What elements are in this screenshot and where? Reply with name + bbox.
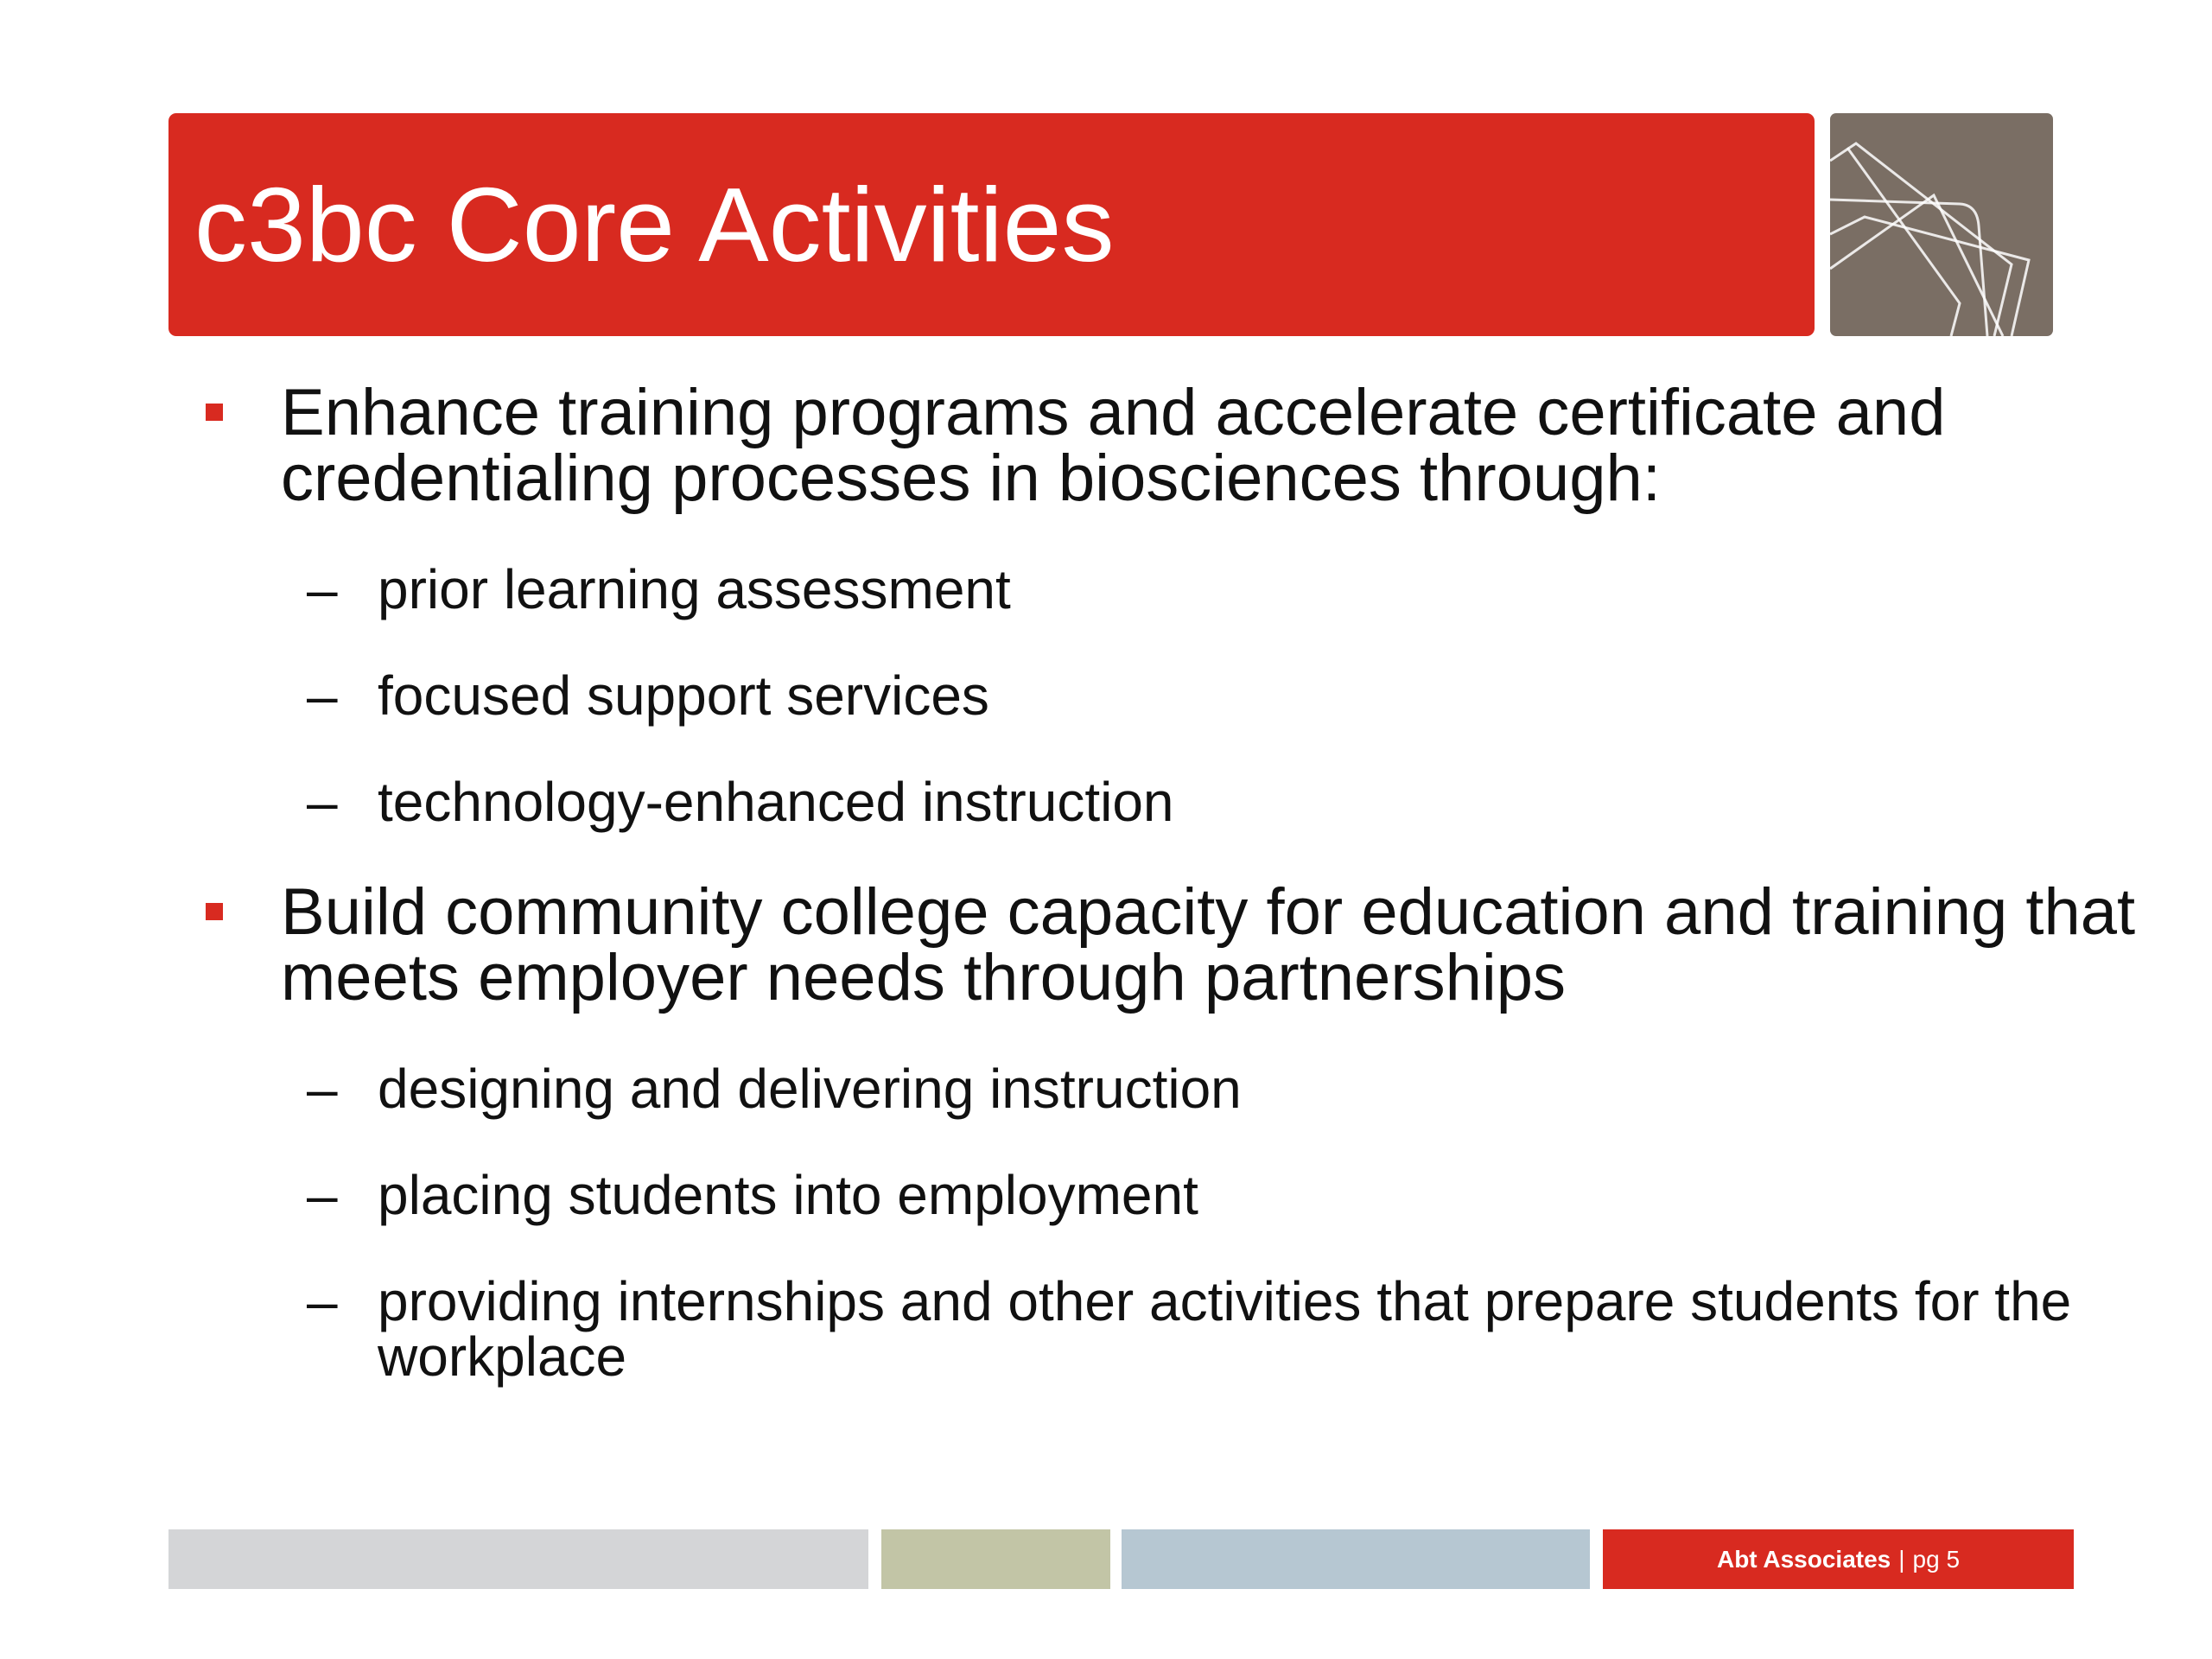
bullet-text-1: Enhance training programs and accelerate certificate and credentialing processes in biosciences through:	[281, 376, 1946, 515]
footer-strip-red	[1603, 1529, 2074, 1589]
page-number: pg 5	[1912, 1545, 1961, 1573]
footer-strip-blue	[1122, 1529, 1590, 1589]
sub-bullet-text: technology-enhanced instruction	[378, 771, 1174, 833]
footer-brand: Abt Associates	[1716, 1545, 1891, 1573]
dash-bullet: –	[307, 1270, 338, 1332]
dash-bullet: –	[307, 1164, 338, 1226]
footer-separator: |	[1898, 1545, 1905, 1573]
sub-bullet-text: focused support services	[378, 664, 989, 727]
bullet-text-2: Build community college capacity for education and training that meets employer needs through partnerships	[281, 875, 2136, 1014]
footer-label	[1603, 1529, 2074, 1589]
footer-strip-olive	[881, 1529, 1110, 1589]
slide-title: c3bc Core Activities	[194, 166, 1115, 283]
dash-bullet: –	[307, 558, 338, 620]
sub-bullet-text: prior learning assessment	[378, 558, 1011, 620]
sub-bullet-text: designing and delivering instruction	[378, 1058, 1242, 1120]
sub-bullet-text: placing students into employment	[378, 1164, 1198, 1226]
dash-bullet: –	[307, 1058, 338, 1120]
sub-bullet-text: providing internships and other activities that prepare students for the workplace	[378, 1270, 2072, 1388]
dash-bullet: –	[307, 771, 338, 833]
square-bullet-icon	[206, 404, 223, 421]
footer-strip-gray	[168, 1529, 868, 1589]
dash-bullet: –	[307, 664, 338, 727]
square-bullet-icon	[206, 903, 223, 920]
